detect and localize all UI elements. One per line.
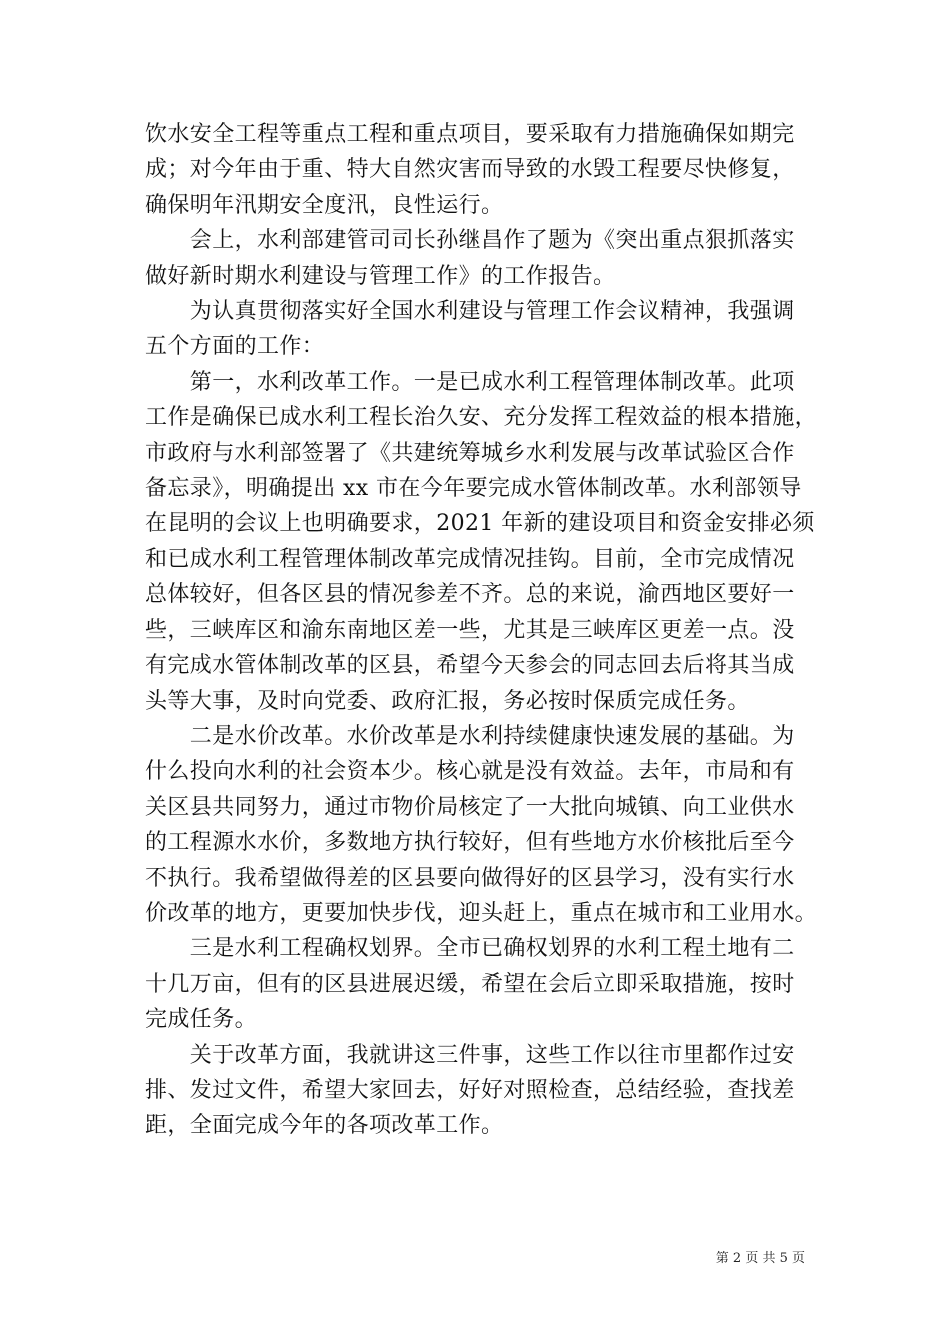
paragraph-line: 第一，水利改革工作。一是已成水利工程管理体制改革。此项 (145, 369, 795, 395)
body-paragraph (145, 1038, 810, 1144)
paragraph-line: 有完成水管体制改革的区县，希望今天参会的同志回去后将其当成 (145, 653, 795, 679)
paragraph-line: 备忘录》，明确提出 xx 市在今年要完成水管体制改革。水利部领导 (145, 476, 802, 502)
body-paragraph (145, 931, 810, 1037)
body-paragraph (145, 223, 810, 294)
paragraph-line: 距，全面完成今年的各项改革工作。 (145, 1113, 504, 1139)
paragraph-line: 五个方面的工作： (145, 334, 325, 360)
paragraph-line: 在昆明的会议上也明确要求，2021 年新的建设项目和资金安排必须 (145, 511, 815, 537)
body-paragraph (145, 117, 810, 223)
paragraph-line: 些，三峡库区和渝东南地区差一些，尤其是三峡库区更差一点。没 (145, 617, 795, 643)
paragraph-line: 的工程源水水价，多数地方执行较好，但有些地方水价核批后至今 (145, 830, 795, 856)
body-paragraph (145, 365, 818, 719)
paragraph-line: 不执行。我希望做得差的区县要向做得好的区县学习，没有实行水 (145, 865, 795, 891)
paragraph-line: 总体较好，但各区县的情况参差不齐。总的来说，渝西地区要好一 (145, 582, 795, 608)
paragraph-line: 做好新时期水利建设与管理工作》的工作报告。 (145, 263, 616, 289)
page-number: 第 2 页 共 5 页 (715, 1251, 805, 1266)
paragraph-line: 排、发过文件，希望大家回去，好好对照检查，总结经验，查找差 (145, 1077, 795, 1103)
paragraph-line: 确保明年汛期安全度汛，良性运行。 (145, 192, 504, 218)
paragraph-line: 成；对今年由于重、特大自然灾害而导致的水毁工程要尽快修复， (145, 157, 795, 183)
paragraph-line: 关于改革方面，我就讲这三件事，这些工作以往市里都作过安 (145, 1042, 795, 1068)
document-body (145, 117, 818, 1144)
paragraph-line: 为认真贯彻落实好全国水利建设与管理工作会议精神，我强调 (145, 299, 795, 325)
paragraph-line: 二是水价改革。水价改革是水利持续健康快速发展的基础。为 (145, 723, 795, 749)
paragraph-line: 什么投向水利的社会资本少。核心就是没有效益。去年，市局和有 (145, 759, 795, 785)
paragraph-line: 十几万亩，但有的区县进展迟缓，希望在会后立即采取措施，按时 (145, 971, 795, 997)
paragraph-line: 工作是确保已成水利工程长治久安、充分发挥工程效益的根本措施， (145, 405, 818, 431)
body-paragraph (145, 719, 818, 931)
paragraph-line: 价改革的地方，更要加快步伐，迎头赶上，重点在城市和工业用水。 (145, 900, 818, 926)
body-paragraph (145, 294, 810, 365)
paragraph-line: 头等大事，及时向党委、政府汇报，务必按时保质完成任务。 (145, 688, 750, 714)
paragraph-line: 完成任务。 (145, 1007, 258, 1033)
paragraph-line: 关区县共同努力，通过市物价局核定了一大批向城镇、向工业供水 (145, 794, 795, 820)
paragraph-line: 三是水利工程确权划界。全市已确权划界的水利工程土地有二 (145, 936, 795, 962)
paragraph-line: 饮水安全工程等重点工程和重点项目，要采取有力措施确保如期完 (145, 122, 795, 147)
paragraph-line: 市政府与水利部签署了《共建统筹城乡水利发展与改革试验区合作 (145, 440, 795, 466)
paragraph-line: 会上，水利部建管司司长孙继昌作了题为《突出重点狠抓落实 (145, 228, 795, 254)
paragraph-line: 和已成水利工程管理体制改革完成情况挂钩。目前，全市完成情况 (145, 546, 795, 572)
